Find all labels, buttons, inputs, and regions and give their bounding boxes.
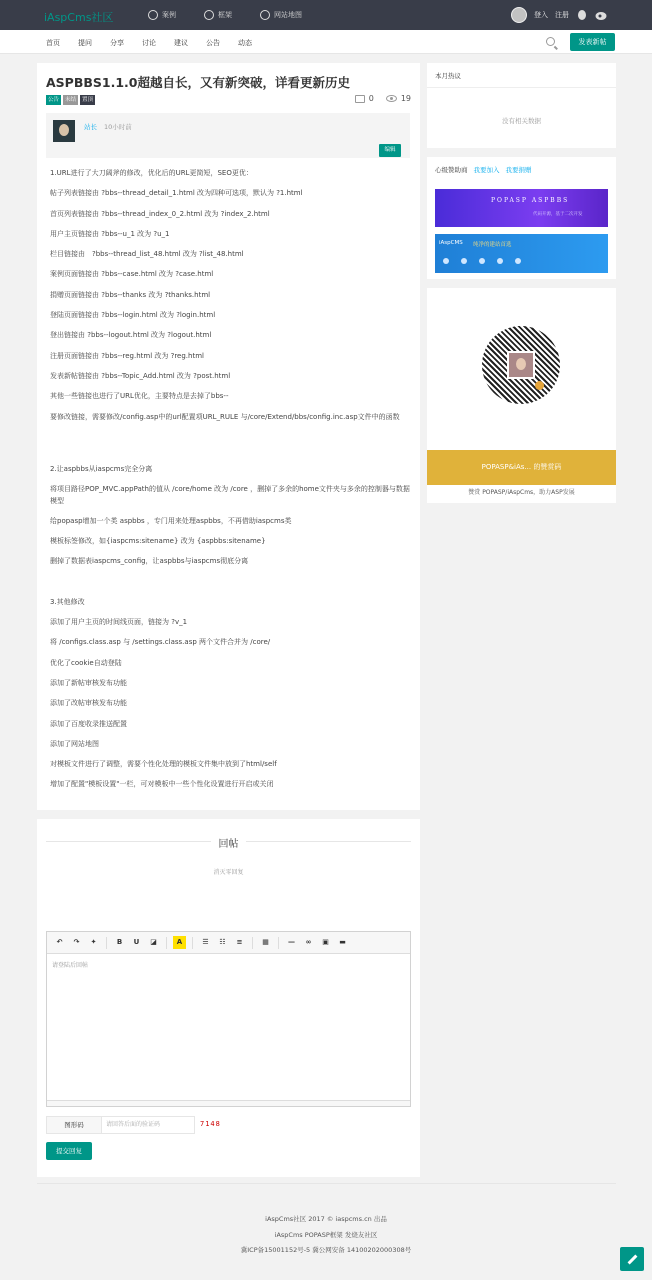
divider [427, 87, 616, 88]
ad-title: POPASP ASPBBS [491, 197, 570, 204]
post-time: 10小时前 [104, 123, 132, 131]
ordered-list-icon[interactable]: ☷ [219, 938, 226, 946]
weibo-icon[interactable] [595, 9, 608, 21]
nav-sitemap-label: 网站地图 [274, 11, 302, 19]
article-line: 其他一些链接也进行了URL优化，主要特点是去掉了bbs-- [50, 392, 229, 401]
article-panel [37, 63, 420, 810]
article-body [50, 167, 410, 799]
footer-copyright: iAspCms社区 2017 © iaspcms.cn 出品 [265, 1215, 387, 1223]
new-post-button[interactable]: 发表新帖 [570, 33, 615, 51]
user-avatar-icon[interactable] [511, 7, 527, 23]
divider [246, 841, 411, 842]
user-area [511, 7, 608, 23]
register-link[interactable]: 注册 [555, 11, 569, 19]
article-line: 登出链接由 ?bbs--logout.html 改为 ?logout.html [50, 331, 212, 340]
reply-editor[interactable] [46, 931, 411, 1107]
divider [37, 1183, 616, 1184]
reply-panel [37, 819, 420, 1177]
submit-reply-button[interactable]: 提交回复 [46, 1142, 92, 1160]
author-name[interactable]: 站长 [84, 123, 97, 131]
join-link[interactable]: 我要加入 [473, 166, 500, 174]
article-spacer [50, 443, 410, 463]
login-link[interactable]: 登入 [534, 11, 548, 19]
article-line: 用户主页链接由 ?bbs--u_1 改为 ?u_1 [50, 229, 170, 238]
article-line: 发表新帖链接由 ?bbs--Topic_Add.html 改为 ?post.html [50, 371, 231, 380]
author-box [46, 113, 410, 158]
reply-title: 回帖 [218, 839, 239, 850]
article-line: 帖子列表链接由 ?bbs--thread_detail_1.html 改为四种可选项，默认为 ?1.html [50, 189, 303, 198]
article-line: 3.其他修改 [50, 597, 85, 606]
nav-framework-label: 框架 [218, 11, 232, 19]
qr-caption: 赞赏 POPASP/iAspCms，助力ASP发展 [468, 489, 575, 496]
article-line: 要修改链接，需要修改/config.asp中的url配置项URL_RULE 与/core/Extend/bbs/config.inc.asp文件中的函数 [50, 412, 400, 421]
hot-empty-text: 没有相关数据 [502, 117, 541, 125]
footer-links[interactable]: iAspCms POPASP框架 发烧友社区 [274, 1230, 378, 1239]
article-badges [46, 95, 95, 105]
article-line: 1.URL进行了大刀阔斧的修改，优化后的URL更简短，SEO更优： [50, 169, 253, 177]
ad-title: iAspCMS [439, 240, 463, 246]
article-stats [355, 94, 411, 103]
tab-ask[interactable]: 提问 [78, 39, 92, 47]
image-icon[interactable]: ▣ [322, 938, 329, 946]
ui-icon [204, 10, 214, 20]
eye-icon [386, 95, 397, 102]
article-line: 添加了百度收录推送配置 [50, 719, 127, 728]
article-line: 将 /configs.class.asp 与 /settings.class.asp 两个文件合并为 /core/ [50, 638, 271, 647]
eraser-icon[interactable]: ◪ [150, 938, 157, 946]
sponsor-title: 心级赞助商 [435, 166, 468, 174]
tab-notice[interactable]: 公告 [206, 39, 220, 47]
tab-activity[interactable]: 动态 [238, 39, 252, 47]
align-icon[interactable]: ≡ [236, 938, 243, 946]
empty-reply-text: 消灭零回复 [213, 869, 244, 876]
article-spacer [50, 576, 410, 596]
site-footer [0, 1212, 652, 1259]
editor-resize-handle[interactable] [47, 1100, 410, 1106]
article-title: ASPBBS1.1.0超越自长，又有新突破，详看更新历史 [46, 75, 350, 90]
badge-pinned: 置顶 [82, 97, 94, 103]
article-line: 栏目链接由 ?bbs--thread_list_48.html 改为 ?list_48.html [50, 250, 244, 259]
ad-feature-icons [443, 258, 521, 264]
qr-banner: POPASP&iAs... 的赞赏码 [427, 450, 616, 485]
article-line: 模板标签修改，如{iaspcms:sitename} 改为 {aspbbs:sitename} [50, 537, 266, 546]
editor-placeholder: 请登陆后回帖 [52, 962, 89, 969]
magic-icon[interactable]: ✦ [90, 938, 97, 946]
badge-notice: 公告 [48, 97, 60, 103]
nav-framework[interactable] [204, 10, 232, 20]
ad-banner-aspbbs[interactable] [435, 189, 608, 227]
captcha-label: 图形码 [46, 1116, 102, 1134]
link-icon[interactable]: ∞ [305, 938, 312, 946]
ad-subtitle: 代码开源，基于二次开发 [533, 212, 583, 217]
article-line: 优化了cookie自动登陆 [50, 658, 122, 667]
hot-topics-panel [427, 63, 616, 148]
badge-unsolved: 未结 [65, 97, 77, 103]
site-logo[interactable]: iAspCms社区 [44, 11, 114, 24]
qr-avatar [507, 351, 535, 379]
article-line: 给popasp增加一个类 aspbbs ，专门用来处理aspbbs，不再借助iaspcms类 [50, 516, 292, 525]
ad-banner-iaspcms[interactable] [435, 234, 608, 273]
table-icon[interactable]: ▦ [262, 938, 269, 946]
article-line: 案例页面链接由 ?bbs--case.html 改为 ?case.html [50, 270, 214, 279]
category-nav [0, 30, 652, 54]
nav-case-label: 案例 [162, 11, 176, 19]
footer-icp[interactable]: 冀ICP备15001152号-5 冀公网安备 14100202000308号 [240, 1246, 412, 1254]
article-line: 添加了新帖审核发布功能 [50, 678, 127, 687]
sponsor-panel [427, 157, 616, 279]
edit-button[interactable]: 编辑 [379, 144, 401, 157]
article-line: 注册页面链接由 ?bbs--reg.html 改为 ?reg.html [50, 351, 204, 360]
tab-discuss[interactable]: 讨论 [142, 39, 156, 47]
article-line: 添加了网站地图 [50, 739, 99, 748]
view-count: 19 [386, 94, 411, 103]
article-line: 2.让aspbbs从iaspcms完全分离 [50, 464, 153, 473]
bullet-list-icon[interactable]: ☰ [202, 938, 209, 946]
video-icon[interactable]: ▬ [339, 938, 346, 946]
ad-subtitle: 纯净的建站首选 [473, 242, 512, 248]
comment-count: 0 [355, 94, 374, 103]
search-icon[interactable] [546, 37, 555, 46]
donate-link[interactable]: 我要捐赠 [505, 166, 532, 174]
article-line: 将项目路径POP_MVC.appPath的值从 /core/home 改为 /core ，删掉了多余的home文件夹与多余的控制器与数据模型 [50, 484, 410, 505]
captcha-code[interactable]: 7148 [200, 1120, 221, 1128]
nav-case[interactable] [148, 10, 176, 20]
text-color-icon[interactable]: A [173, 936, 186, 949]
sponsor-header [435, 165, 532, 174]
pencil-icon [628, 1255, 638, 1265]
nav-sitemap[interactable] [260, 10, 302, 20]
wechat-badge-icon [535, 381, 544, 390]
article-line: 添加了用户主页的时间线页面，链接为 ?v_1 [50, 618, 188, 627]
floating-edit-button[interactable] [620, 1247, 644, 1271]
article-line: 登陆页面链接由 ?bbs--login.html 改为 ?login.html [50, 311, 216, 320]
article-line: 首页列表链接由 ?bbs--thread_index_0_2.html 改为 ?index_2.html [50, 209, 270, 218]
underline-icon[interactable]: U [133, 938, 140, 946]
tab-home[interactable]: 首页 [46, 39, 60, 47]
globe-icon [260, 10, 270, 20]
redo-icon[interactable]: ↷ [73, 938, 80, 946]
article-line: 捐赠页面链接由 ?bbs--thanks 改为 ?thanks.html [50, 290, 211, 299]
editor-toolbar [47, 932, 410, 954]
undo-icon[interactable]: ↶ [56, 938, 63, 946]
qq-icon[interactable] [576, 9, 588, 21]
donate-qr-panel [427, 288, 616, 503]
author-avatar[interactable] [53, 120, 75, 142]
case-icon [148, 10, 158, 20]
bold-icon[interactable]: B [116, 938, 123, 946]
article-line: 增加了配置"模板设置"一栏，可对模板中一些个性化设置进行开启或关闭 [50, 780, 274, 789]
article-line: 添加了改帖审核发布功能 [50, 699, 127, 708]
tab-share[interactable]: 分享 [110, 39, 124, 47]
hr-icon[interactable]: — [288, 938, 295, 946]
article-line: 对模板文件进行了调整，需要个性化处理的模板文件集中放到了html/self [50, 760, 277, 769]
comment-icon [355, 95, 365, 103]
hot-title: 本月热议 [435, 72, 461, 80]
top-header [0, 0, 652, 30]
captcha-input[interactable]: 请回答后面的验证码 [102, 1116, 195, 1134]
tab-suggest[interactable]: 建议 [174, 39, 188, 47]
article-line: 删掉了数据表iaspcms_config，让aspbbs与iaspcms彻底分离 [50, 557, 249, 566]
